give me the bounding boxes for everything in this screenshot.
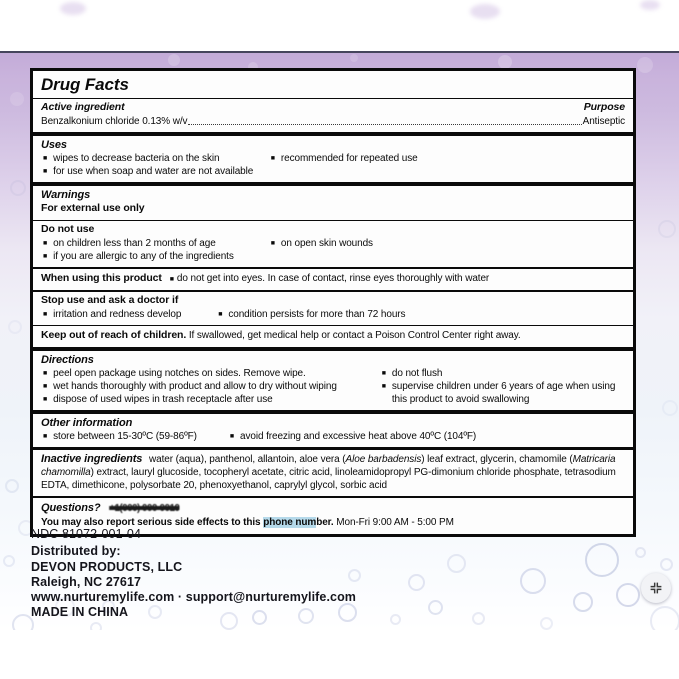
bubble-decoration bbox=[635, 547, 646, 558]
directions-left-column bbox=[41, 367, 380, 406]
bullet-text: wet hands thoroughly with product and allow to dry without wiping bbox=[53, 380, 337, 392]
directions-right-column bbox=[380, 367, 625, 406]
support-email: support@nurturemylife.com bbox=[185, 590, 357, 604]
directions-section bbox=[40, 351, 626, 410]
keep-out-heading: Keep out of reach of children. bbox=[41, 328, 187, 341]
distributed-by-label: Distributed by: bbox=[31, 544, 121, 559]
when-using-text: do not get into eyes. In case of contact, rinse eyes thoroughly with water bbox=[176, 273, 490, 285]
bullet-item bbox=[41, 237, 269, 250]
bullet-item bbox=[41, 308, 216, 321]
bullet-text: wipes to decrease bacteria on the skin bbox=[53, 153, 220, 165]
inactive-ingredients-heading: Inactive ingredients bbox=[41, 452, 143, 465]
bubble-decoration bbox=[616, 583, 640, 607]
bullet-square-icon: ■ bbox=[270, 239, 275, 247]
when-using-section bbox=[40, 269, 626, 290]
ingredient-text: ) extract, lauryl glucoside, tocopheryl acetate, citric acid, linoleamidopropyl PG-dimonium chloride phosphate, tetrasodium EDTA, dimethicone, polysorbate 20, phenoxyethanol, caprylyl glycol, sorbic acid bbox=[41, 466, 616, 491]
bubble-decoration bbox=[168, 54, 180, 66]
bullet-text: for use when soap and water are not available bbox=[53, 166, 254, 178]
bullet-square-icon: ■ bbox=[381, 382, 386, 390]
bullet-text: on children less than 2 months of age bbox=[53, 237, 216, 249]
bullet-item bbox=[41, 165, 269, 178]
bullet-square-icon: ■ bbox=[270, 155, 275, 163]
dot-separator: · bbox=[177, 590, 183, 604]
when-using-heading: When using this product bbox=[41, 272, 162, 285]
bullet-item bbox=[41, 367, 380, 380]
external-use-statement: For external use only bbox=[41, 202, 145, 215]
do-not-use-right-column bbox=[269, 237, 625, 263]
uses-heading: Uses bbox=[41, 138, 67, 151]
distributor-info-block bbox=[31, 527, 356, 621]
bullet-item bbox=[380, 380, 625, 406]
bullet-item bbox=[41, 430, 228, 443]
bullet-square-icon: ■ bbox=[43, 369, 48, 377]
bubble-decoration bbox=[5, 479, 19, 493]
active-ingredient-header bbox=[40, 99, 626, 115]
latin-name-italic: Aloe barbadensis bbox=[345, 453, 422, 465]
bubble-decoration bbox=[428, 600, 443, 615]
bullet-text: recommended for repeated use bbox=[280, 153, 418, 165]
bullet-text: avoid freezing and excessive heat above 40ºC (104ºF) bbox=[240, 431, 477, 443]
active-ingredient-name: Benzalkonium chloride 0.13% w/v bbox=[41, 115, 188, 127]
warnings-heading: Warnings bbox=[41, 189, 91, 202]
bullet-square-icon: ■ bbox=[218, 310, 223, 318]
phone-hours: Mon-Fri 9:00 AM - 5:00 PM bbox=[333, 516, 454, 528]
keep-out-text: If swallowed, get medical help or contact a Poison Control Center right away. bbox=[188, 329, 521, 341]
bullet-item bbox=[41, 250, 269, 263]
bullet-item bbox=[41, 380, 380, 393]
bullet-square-icon: ■ bbox=[43, 382, 48, 390]
bullet-text: irritation and redness develop bbox=[53, 308, 182, 320]
contact-line bbox=[31, 590, 356, 605]
bullet-square-icon: ■ bbox=[229, 433, 235, 441]
bullet-text: if you are allergic to any of the ingredients bbox=[53, 250, 234, 262]
other-information-section bbox=[40, 414, 626, 447]
drug-facts-title: Drug Facts bbox=[41, 75, 129, 94]
collapse-arrows-icon bbox=[648, 580, 664, 596]
drug-facts-label bbox=[30, 68, 636, 537]
company-address: Raleigh, NC 27617 bbox=[31, 574, 142, 589]
bullet-square-icon: ■ bbox=[43, 433, 48, 441]
other-info-right-column bbox=[228, 430, 625, 443]
bullet-item bbox=[41, 393, 380, 406]
redacted-phone-number: +1(000) 000-0010 bbox=[109, 503, 180, 515]
bubble-decoration bbox=[408, 574, 425, 591]
stop-use-section bbox=[40, 292, 626, 325]
bubble-decoration bbox=[640, 0, 660, 10]
bubble-decoration bbox=[472, 612, 485, 625]
bubble-decoration bbox=[447, 554, 466, 573]
stop-use-left-column bbox=[41, 308, 216, 321]
bullet-text: store between 15-30ºC (59-86ºF) bbox=[53, 431, 197, 443]
bullet-text: condition persists for more than 72 hours bbox=[228, 308, 406, 320]
active-ingredient-heading: Active ingredient bbox=[41, 101, 125, 114]
bubble-decoration bbox=[390, 614, 401, 625]
bubble-decoration bbox=[10, 92, 24, 106]
bubble-decoration bbox=[658, 220, 676, 238]
ndc-number: NDC 81072-001-04 bbox=[31, 527, 141, 541]
bubble-decoration bbox=[60, 2, 86, 15]
report-text: You may also report serious side effects to this bbox=[41, 516, 264, 528]
bubble-decoration bbox=[10, 180, 26, 196]
bullet-square-icon: ■ bbox=[43, 395, 48, 403]
bullet-square-icon: ■ bbox=[43, 168, 48, 176]
report-text-end: ber. bbox=[316, 516, 334, 528]
bullet-text: dispose of used wipes in trash receptacle after use bbox=[53, 393, 273, 405]
ingredient-text: water (aqua), panthenol, allantoin, aloe vera ( bbox=[149, 453, 346, 465]
bullet-text: peel open package using notches on sides. Remove wipe. bbox=[53, 367, 306, 379]
uses-section bbox=[40, 136, 626, 182]
bullet-item bbox=[380, 367, 625, 380]
dotted-leader bbox=[188, 124, 581, 125]
bubble-decoration bbox=[8, 320, 22, 334]
bullet-item bbox=[269, 152, 625, 165]
bullet-square-icon: ■ bbox=[381, 369, 386, 377]
bullet-text: supervise children under 6 years of age when using this product to avoid swallowing bbox=[391, 380, 616, 405]
bubble-decoration bbox=[350, 54, 358, 62]
bubble-decoration bbox=[3, 555, 15, 567]
company-name: DEVON PRODUCTS, LLC bbox=[31, 559, 183, 574]
bubble-decoration bbox=[540, 617, 553, 630]
uses-right-column bbox=[269, 152, 625, 178]
bullet-square-icon: ■ bbox=[43, 239, 48, 247]
do-not-use-left-column bbox=[41, 237, 269, 263]
made-in-label: MADE IN CHINA bbox=[31, 605, 129, 620]
bubble-decoration bbox=[662, 400, 678, 416]
bullet-square-icon: ■ bbox=[43, 252, 48, 260]
purpose-heading: Purpose bbox=[583, 101, 625, 114]
highlighted-text: phone num bbox=[263, 516, 317, 528]
bullet-text: on open skin wounds bbox=[280, 237, 373, 249]
bubble-decoration bbox=[498, 55, 512, 69]
bubble-decoration bbox=[637, 57, 653, 73]
other-info-left-column bbox=[41, 430, 228, 443]
other-information-heading: Other information bbox=[41, 416, 133, 429]
bullet-square-icon: ■ bbox=[43, 310, 48, 318]
keep-out-of-reach-section bbox=[40, 326, 626, 347]
active-ingredient-row bbox=[40, 115, 626, 132]
website-url: www.nurturemylife.com bbox=[31, 590, 175, 604]
ingredient-text: ) leaf extract, glycerin, chamomile ( bbox=[421, 453, 573, 465]
bubble-decoration bbox=[585, 543, 619, 577]
bullet-item bbox=[228, 430, 625, 443]
warnings-section bbox=[40, 186, 626, 220]
uses-left-column bbox=[41, 152, 269, 178]
stop-use-right-column bbox=[216, 308, 625, 321]
bubble-decoration bbox=[520, 568, 546, 594]
latin-name-italic: Matricaria chamomilla bbox=[41, 453, 616, 478]
directions-heading: Directions bbox=[41, 353, 94, 366]
do-not-use-section bbox=[40, 221, 626, 267]
bullet-square-icon: ■ bbox=[43, 155, 48, 163]
bubble-decoration bbox=[470, 4, 500, 19]
bullet-text: do not flush bbox=[391, 367, 443, 379]
bubble-decoration bbox=[650, 606, 679, 630]
collapse-image-button[interactable] bbox=[641, 573, 671, 603]
bullet-square-icon: ■ bbox=[169, 276, 174, 284]
bubble-decoration bbox=[90, 622, 102, 630]
bullet-item bbox=[41, 152, 269, 165]
questions-heading: Questions? bbox=[41, 502, 101, 515]
bullet-item bbox=[216, 308, 625, 321]
purpose-value: Antiseptic bbox=[582, 115, 625, 127]
do-not-use-heading: Do not use bbox=[41, 222, 95, 235]
bubble-decoration bbox=[573, 592, 593, 612]
bullet-item bbox=[269, 237, 625, 250]
inactive-ingredients-section bbox=[40, 450, 626, 496]
stop-use-heading: Stop use and ask a doctor if bbox=[41, 294, 179, 307]
bubble-decoration bbox=[660, 558, 673, 571]
